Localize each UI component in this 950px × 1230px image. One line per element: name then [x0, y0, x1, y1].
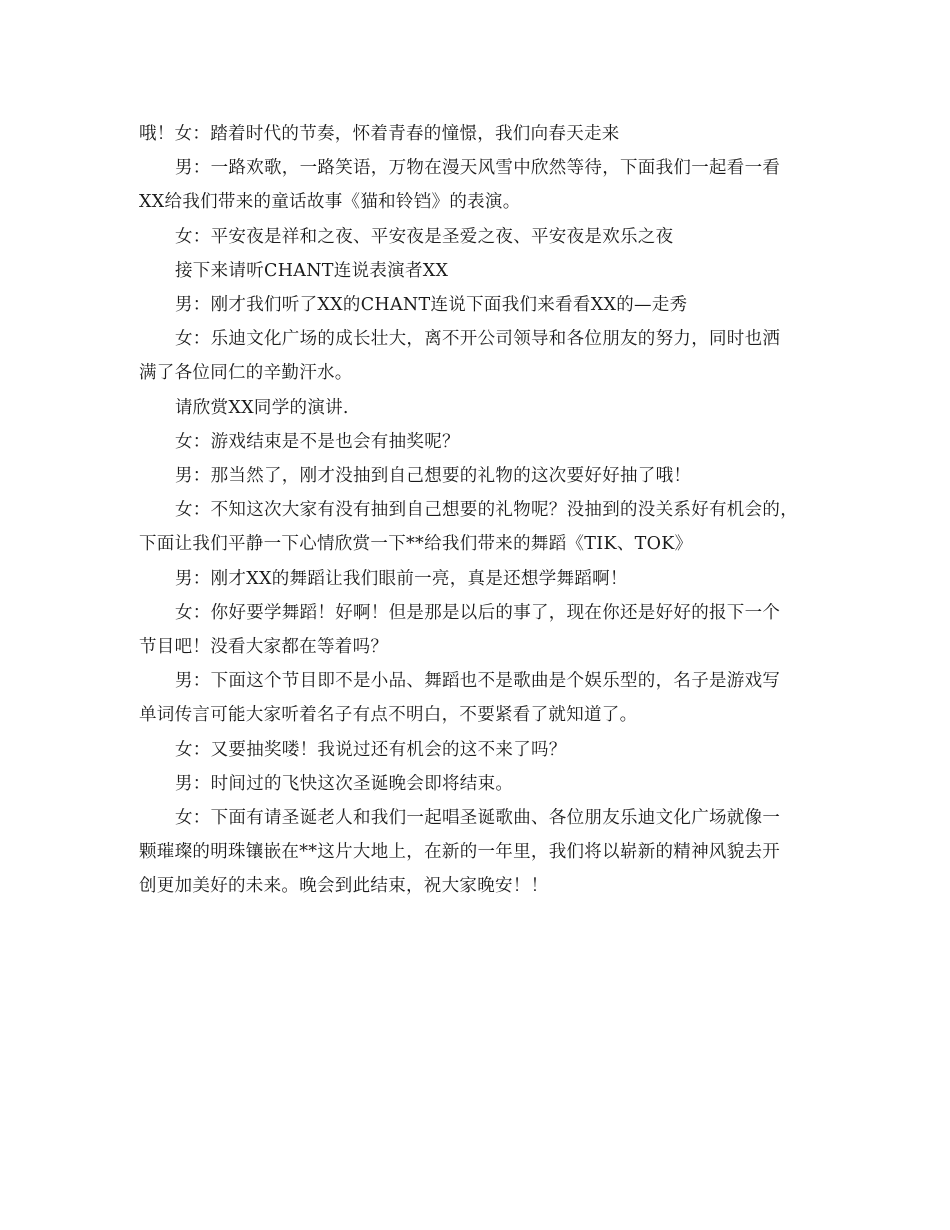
text-line: 女：游戏结束是不是也会有抽奖呢？	[175, 431, 460, 452]
text-line: 女：又要抽奖喽！我说过还有机会的这不来了吗？	[175, 739, 567, 760]
text-line: 节目吧！没看大家都在等着吗？	[139, 637, 389, 658]
text-line: 接下来请听CHANT连说表演者XX	[175, 260, 449, 281]
text-line: 颗璀璨的明珠镶嵌在**这片大地上，在新的一年里，我们将以崭新的精神风貌去开	[139, 842, 781, 863]
text-line: 男：刚才XX的舞蹈让我们眼前一亮，真是还想学舞蹈啊！	[175, 568, 628, 589]
document-body	[139, 117, 829, 904]
text-line: 女：下面有请圣诞老人和我们一起唱圣诞歌曲、各位朋友乐迪文化广场就像一	[175, 808, 781, 829]
text-line: 男：一路欢歌，一路笑语，万物在漫天风雪中欣然等待，下面我们一起看一看	[175, 158, 781, 179]
text-line: 创更加美好的未来。晚会到此结束，祝大家晚安！！	[139, 876, 549, 897]
text-line: 女：平安夜是祥和之夜、平安夜是圣爱之夜、平安夜是欢乐之夜	[175, 226, 674, 247]
text-line: 女：你好要学舞蹈！好啊！但是那是以后的事了，现在你还是好好的报下一个	[175, 602, 781, 623]
text-line: 男：下面这个节目即不是小品、舞蹈也不是歌曲是个娱乐型的，名子是游戏写	[175, 671, 781, 692]
text-line: 女：不知这次大家有没有抽到自己想要的礼物呢？没抽到的没关系好有机会的，	[175, 500, 798, 521]
text-line: 哦！女：踏着时代的节奏，怀着青春的憧憬，我们向春天走来	[139, 124, 620, 144]
text-line: 请欣赏XX同学的演讲.	[175, 397, 349, 418]
text-line: 满了各位同仁的辛勤汗水。	[139, 363, 353, 384]
text-line: 女：乐迪文化广场的成长壮大，离不开公司领导和各位朋友的努力，同时也洒	[175, 329, 781, 350]
text-line: 下面让我们平静一下心情欣赏一下**给我们带来的舞蹈《TIK、TOK》	[139, 534, 693, 555]
text-line: XX给我们带来的童话故事《猫和铃铛》的表演。	[139, 192, 521, 213]
text-line: 男：刚才我们听了XX的CHANT连说下面我们来看看XX的—走秀	[175, 295, 688, 316]
text-line: 男：那当然了，刚才没抽到自己想要的礼物的这次要好好抽了哦！	[175, 466, 692, 487]
text-line: 单词传言可能大家听着名子有点不明白，不要紧看了就知道了。	[139, 705, 638, 726]
text-line: 男：时间过的飞快这次圣诞晚会即将结束。	[175, 773, 514, 794]
